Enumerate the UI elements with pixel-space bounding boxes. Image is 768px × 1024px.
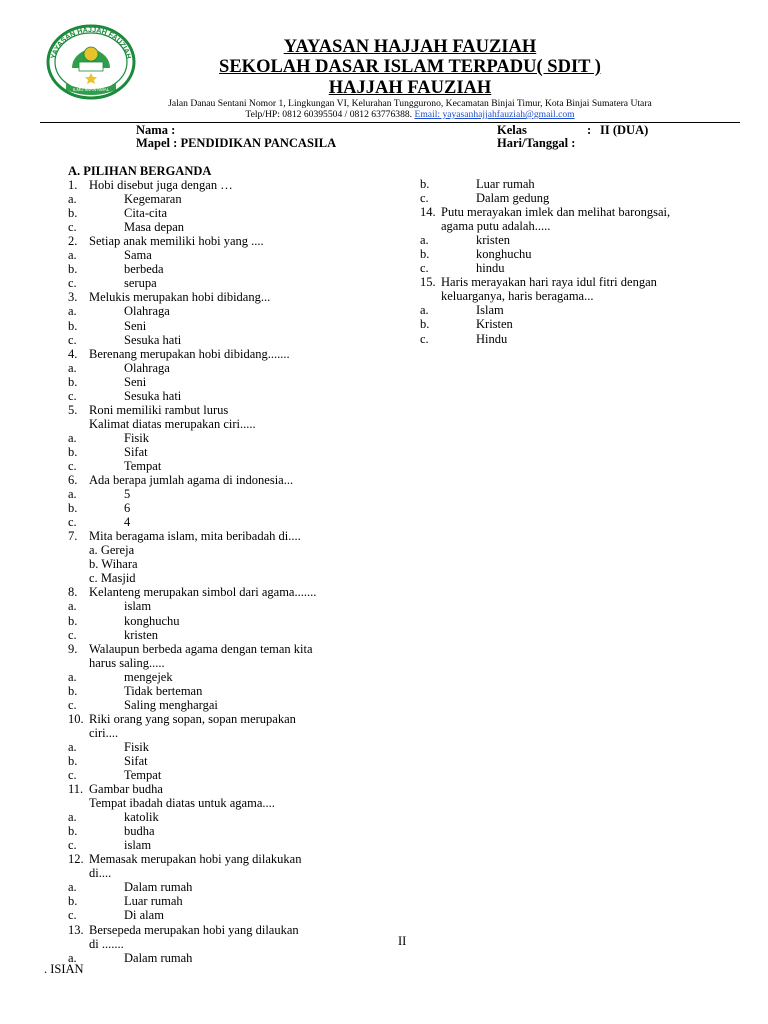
address-block bbox=[80, 98, 740, 120]
answer-option-text: Sesuka hati bbox=[124, 388, 182, 403]
question-line-text: Bersepeda merupakan hobi yang dilaukan bbox=[89, 922, 299, 937]
question-line-text: Ada berapa jumlah agama di indonesia... bbox=[89, 473, 294, 488]
question-line-marker: 6. bbox=[68, 473, 78, 488]
answer-option-text: Kegemaran bbox=[124, 192, 182, 207]
answer-option-text: Dalam rumah bbox=[124, 950, 193, 965]
answer-option-marker: a. bbox=[68, 880, 77, 895]
question-line-marker: 5. bbox=[68, 402, 78, 417]
answer-option-marker: c. bbox=[420, 261, 429, 276]
answer-option-text: islam bbox=[124, 599, 152, 614]
answer-option-text: kristen bbox=[476, 233, 511, 248]
answer-option-marker: b. bbox=[68, 374, 78, 389]
answer-option-label: Masjid bbox=[100, 571, 136, 586]
question-line-marker: 1. bbox=[68, 178, 78, 193]
school-name: HAJJAH FAUZIAH bbox=[328, 78, 492, 98]
answer-option-text: konghuchu bbox=[476, 247, 532, 262]
foundation-title: YAYASAN HAJJAH FAUZIAH bbox=[283, 37, 537, 57]
question-line-marker: 11. bbox=[68, 782, 84, 797]
answer-option-text: Olahraga bbox=[124, 304, 170, 319]
nama-label: Nama : bbox=[136, 123, 176, 137]
question-line-marker: 14. bbox=[420, 205, 436, 220]
question-line-text: agama putu adalah..... bbox=[441, 219, 551, 234]
answer-option-marker: b. bbox=[68, 894, 78, 909]
answer-option-marker: a. bbox=[68, 950, 77, 965]
kelas-value: II (DUA) bbox=[600, 123, 649, 137]
answer-option-marker: b. bbox=[68, 262, 78, 277]
question-line-marker: 12. bbox=[68, 852, 84, 867]
answer-option-text: Dalam rumah bbox=[124, 880, 193, 895]
answer-option-marker: a. bbox=[68, 599, 77, 614]
question-line-text: Mita beragama islam, mita beribadah di.... bbox=[89, 529, 301, 544]
answer-option-marker: c. bbox=[68, 276, 77, 291]
contact-phone: Telp/HP: 0812 60395504 / 0812 63776388. bbox=[245, 109, 413, 120]
answer-option-label: Gereja bbox=[100, 543, 135, 558]
mapel-value: PENDIDIKAN PANCASILA bbox=[180, 136, 337, 150]
question-line-text: Kalimat diatas merupakan ciri..... bbox=[89, 416, 256, 431]
answer-option-label: Wihara bbox=[101, 557, 138, 572]
answer-option-text: Sesuka hati bbox=[124, 332, 182, 347]
school-title: SEKOLAH DASAR ISLAM TERPADU( SDIT ) bbox=[219, 57, 601, 77]
answer-option-text: Saling menghargai bbox=[124, 697, 218, 712]
answer-option-text: Hindu bbox=[476, 331, 508, 346]
answer-option-marker: c. bbox=[68, 515, 77, 530]
answer-option-text: katolik bbox=[124, 810, 159, 825]
answer-option-marker: a. bbox=[420, 233, 429, 248]
answer-option-letter: b. bbox=[89, 557, 99, 572]
answer-option-marker: a. bbox=[68, 248, 77, 263]
question-line-text: Gambar budha bbox=[89, 782, 163, 797]
question-line-text: Roni memiliki rambut lurus bbox=[89, 402, 229, 417]
kelas-label: Kelas bbox=[497, 123, 527, 137]
question-line-text: ciri.... bbox=[89, 725, 119, 740]
answer-option-marker: b. bbox=[68, 753, 78, 768]
answer-option-marker: c. bbox=[420, 331, 429, 346]
answer-option-text: Dalam gedung bbox=[476, 191, 550, 206]
email-link[interactable]: Email: yayasanhajjahfauziah@gmail.com bbox=[414, 109, 575, 120]
answer-option-text: Luar rumah bbox=[124, 894, 183, 909]
question-line-text: Melukis merupakan hobi dibidang... bbox=[89, 290, 271, 305]
question-line-text: Riki orang yang sopan, sopan merupakan bbox=[89, 711, 296, 726]
question-line-text: Berenang merupakan hobi dibidang....... bbox=[89, 346, 290, 361]
answer-option-marker: c. bbox=[420, 191, 429, 206]
answer-option-text: serupa bbox=[124, 276, 157, 291]
address-line: Jalan Danau Sentani Nomor 1, Lingkungan VI, Kelurahan Tunggurono, Kecamatan Binjai Timur, Kota Binjai Sumatera Utara bbox=[168, 98, 652, 109]
answer-option-text: budha bbox=[124, 824, 155, 839]
answer-option-marker: a. bbox=[68, 669, 77, 684]
answer-option-marker: b. bbox=[68, 824, 78, 839]
question-line-marker: 15. bbox=[420, 275, 436, 290]
answer-option-text: Di alam bbox=[124, 908, 164, 923]
answer-option-text: Sifat bbox=[124, 753, 148, 768]
answer-option-text bbox=[89, 557, 138, 571]
answer-option-text: Islam bbox=[476, 303, 504, 318]
answer-option-marker: b. bbox=[68, 683, 78, 698]
answer-option-marker: c. bbox=[68, 627, 77, 642]
question-line-text: Walaupun berbeda agama dengan teman kita bbox=[89, 641, 313, 656]
answer-option-text: Luar rumah bbox=[476, 177, 535, 191]
question-line-marker: 9. bbox=[68, 641, 78, 656]
question-line-text: harus saling..... bbox=[89, 655, 165, 670]
answer-option-text: Masa depan bbox=[124, 220, 185, 235]
answer-option-text: 4 bbox=[124, 515, 131, 530]
answer-option-marker: b. bbox=[68, 501, 78, 516]
answer-option-marker: c. bbox=[68, 332, 77, 347]
question-line-marker: 2. bbox=[68, 234, 78, 249]
question-line-text: di ....... bbox=[89, 936, 124, 951]
answer-option-text: Sama bbox=[124, 248, 152, 263]
answer-option-text: 6 bbox=[124, 501, 131, 516]
question-line-text: Putu merayakan imlek dan melihat barongsai, bbox=[441, 205, 671, 220]
question-line-text: Setiap anak memiliki hobi yang .... bbox=[89, 234, 264, 249]
section-isian-label: . ISIAN bbox=[44, 962, 84, 976]
answer-option-marker: a. bbox=[68, 192, 77, 207]
answer-option-text: Fisik bbox=[124, 739, 150, 754]
question-line-text: keluarganya, haris beragama... bbox=[441, 289, 594, 304]
mapel-label: Mapel : bbox=[136, 136, 178, 150]
answer-option-marker: b. bbox=[68, 318, 78, 333]
answer-option-text: berbeda bbox=[124, 262, 164, 277]
answer-option-marker: b. bbox=[420, 317, 430, 332]
answer-option-text: kristen bbox=[124, 627, 159, 642]
answer-option-marker: c. bbox=[68, 838, 77, 853]
question-line-marker: 7. bbox=[68, 529, 78, 544]
answer-option-text bbox=[89, 571, 136, 585]
answer-option-marker: c. bbox=[68, 220, 77, 235]
answer-option-marker: a. bbox=[68, 430, 77, 445]
question-line-marker: 8. bbox=[68, 585, 78, 600]
question-line-text: Kelanteng merupakan simbol dari agama....... bbox=[89, 585, 317, 600]
answer-option-text: Cita-cita bbox=[124, 206, 168, 221]
answer-option-text: Olahraga bbox=[124, 360, 170, 375]
answer-option-marker: c. bbox=[68, 458, 77, 473]
answer-option-marker: c. bbox=[68, 697, 77, 712]
answer-option-marker: c. bbox=[68, 768, 77, 783]
logo-motto: ILMU IMAN AMAL bbox=[72, 87, 110, 92]
answer-option-marker: c. bbox=[68, 908, 77, 923]
answer-option-text: Fisik bbox=[124, 430, 150, 445]
answer-option-marker: a. bbox=[420, 303, 429, 318]
question-line-text: Hobi disebut juga dengan … bbox=[89, 178, 233, 193]
answer-option-text: Seni bbox=[124, 374, 147, 389]
answer-option-text: islam bbox=[124, 838, 152, 853]
answer-option-marker: a. bbox=[68, 360, 77, 375]
section-ii-label: II bbox=[398, 934, 407, 948]
school-logo bbox=[46, 24, 136, 100]
question-line-text: Haris merayakan hari raya idul fitri dengan bbox=[441, 275, 657, 290]
kelas-separator: : bbox=[587, 123, 592, 137]
answer-option-text: 5 bbox=[124, 487, 131, 502]
answer-option-text: hindu bbox=[476, 261, 505, 276]
answer-option-text: Kristen bbox=[476, 317, 513, 332]
answer-option-letter: c. bbox=[89, 571, 98, 586]
answer-option-text: Sifat bbox=[124, 444, 148, 459]
answer-option-text: mengejek bbox=[124, 669, 173, 684]
question-line-marker: 4. bbox=[68, 346, 78, 361]
tanggal-label: Hari/Tanggal : bbox=[497, 136, 576, 150]
answer-option-letter: a. bbox=[89, 543, 98, 558]
answer-option-marker: b. bbox=[420, 177, 430, 191]
question-line-marker: 10. bbox=[68, 711, 84, 726]
contact-line bbox=[80, 109, 740, 120]
answer-option-marker: a. bbox=[68, 739, 77, 754]
question-line-text: di.... bbox=[89, 866, 112, 881]
answer-option-marker: a. bbox=[68, 304, 77, 319]
answer-option-text: Seni bbox=[124, 318, 147, 333]
answer-option-marker: a. bbox=[68, 810, 77, 825]
answer-option-marker: b. bbox=[68, 444, 78, 459]
question-line-marker: 3. bbox=[68, 290, 78, 305]
question-line-text: Memasak merupakan hobi yang dilakukan bbox=[89, 852, 302, 867]
answer-option-marker: b. bbox=[68, 613, 78, 628]
answer-option-text: konghuchu bbox=[124, 613, 180, 628]
question-line-text: Tempat ibadah diatas untuk agama.... bbox=[89, 796, 275, 811]
answer-option-text: Tempat bbox=[124, 458, 162, 473]
answer-option-marker: b. bbox=[420, 247, 430, 262]
answer-option-text: Tidak berteman bbox=[124, 683, 203, 698]
answer-option-text: Tempat bbox=[124, 768, 162, 783]
answer-option-marker: b. bbox=[68, 206, 78, 221]
logo-text: YAYASAN HAJJAH FAUZIAH bbox=[48, 24, 134, 60]
section-a-heading-text: A. PILIHAN BERGANDA bbox=[68, 164, 212, 178]
question-line-marker: 13. bbox=[68, 922, 84, 937]
answer-option-marker: c. bbox=[68, 388, 77, 403]
answer-option-marker: a. bbox=[68, 487, 77, 502]
answer-option-text bbox=[89, 543, 134, 557]
mapel-field bbox=[136, 136, 336, 151]
